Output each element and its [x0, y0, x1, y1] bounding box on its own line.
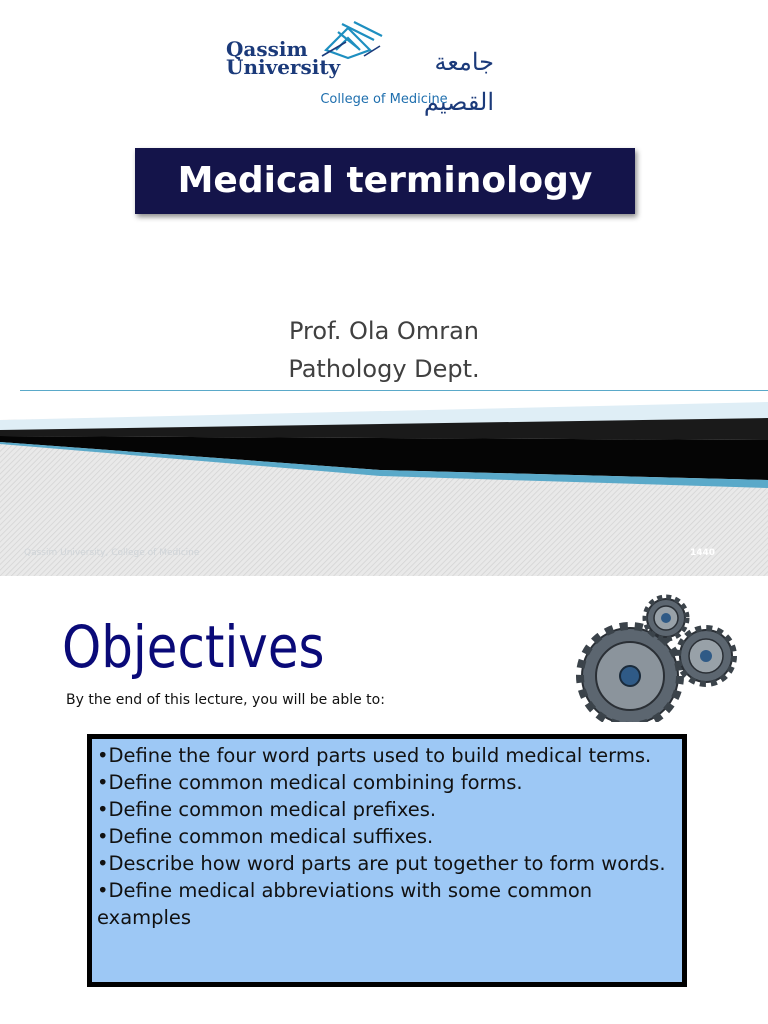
small-gear-icon	[678, 628, 734, 684]
author-department: Pathology Dept.	[288, 355, 480, 383]
logo-arabic: جامعة القصيم	[423, 48, 494, 116]
logo-english-line1: Qassim	[226, 37, 308, 61]
footer-left-text: Qassim University, College of Medicine	[24, 548, 200, 558]
divider-line	[20, 390, 768, 391]
large-gear-icon	[580, 626, 680, 722]
slide-title: Medical terminology	[135, 148, 635, 214]
objectives-list	[97, 742, 679, 931]
objectives-box	[87, 734, 687, 987]
objective-item: • Define medical abbreviations with some common examples	[97, 877, 679, 931]
objective-item: • Define common medical combining forms.	[97, 769, 679, 796]
author-block	[0, 312, 768, 388]
objectives-box-inner	[92, 739, 682, 982]
objective-item: • Define common medical prefixes.	[97, 796, 679, 823]
footer-right-text: 1440	[690, 548, 716, 558]
objectives-intro: By the end of this lecture, you will be able to:	[66, 692, 385, 708]
objective-item: • Define common medical suffixes.	[97, 823, 679, 850]
author-name: Prof. Ola Omran	[289, 317, 479, 345]
top-gear-icon	[645, 597, 687, 639]
objectives-title: Objectives	[62, 613, 325, 681]
objectives-slide	[0, 576, 768, 1024]
objective-item: • Define the four word parts used to build medical terms.	[97, 742, 679, 769]
gears-icon	[568, 594, 740, 722]
logo-english-line2: University	[226, 55, 341, 79]
college-name: College of Medicine	[320, 92, 448, 107]
objective-item: • Describe how word parts are put together to form words.	[97, 850, 679, 877]
